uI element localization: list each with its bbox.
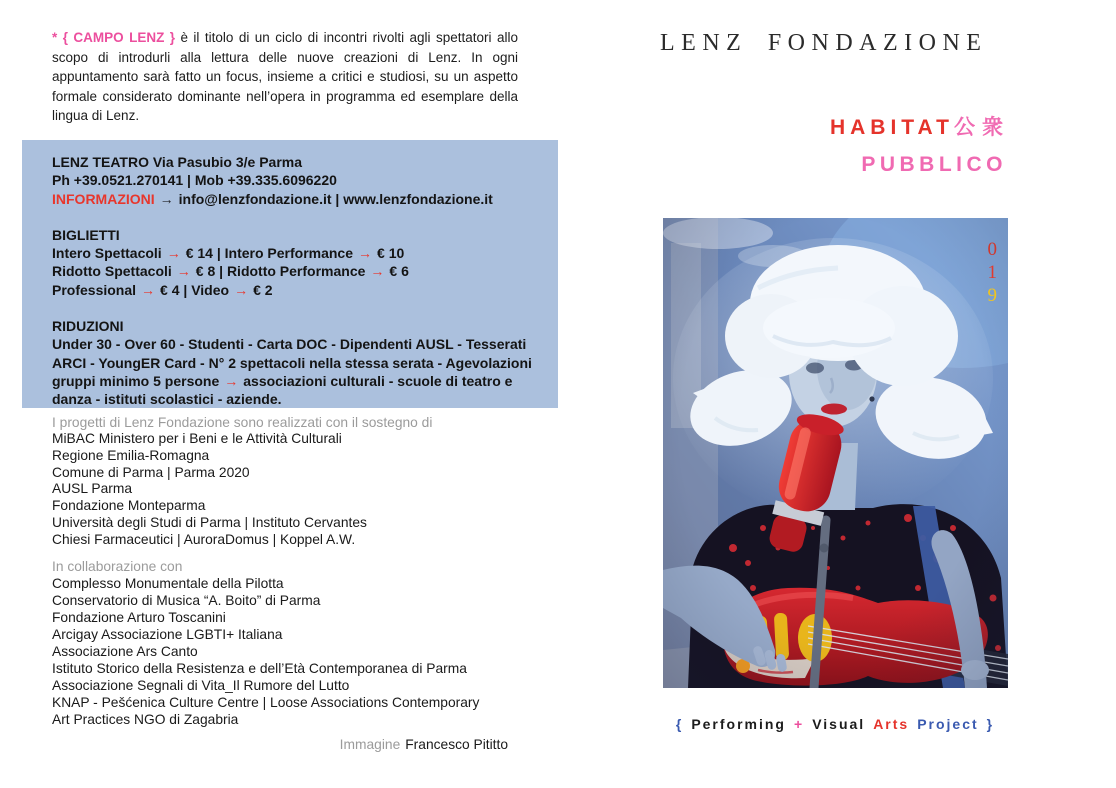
collaboration-item: Associazione Ars Canto	[52, 644, 198, 659]
image-credit	[52, 737, 508, 752]
credit-label: Immagine	[339, 737, 401, 752]
arrow-icon: →	[370, 263, 385, 280]
ticket-text: € 4 | Video	[160, 281, 230, 298]
supporter-item: Regione Emilia-Romagna	[52, 447, 210, 463]
performer-photo	[663, 218, 1008, 688]
performer-photo-illustration	[663, 218, 1008, 688]
ticket-row	[52, 244, 544, 262]
riduzioni-text: Under 30 - Over 60 - Studenti - Carta DOC - Dipendenti AUSL - Tesserati ARCI - YoungER Card - N° 2 spettacoli nella stessa serata - Agevolazioni gruppi minimo 5 persone	[52, 336, 532, 389]
show-title	[830, 111, 1010, 141]
intro-paragraph	[52, 28, 518, 126]
supporter-item: Fondazione Monteparma	[52, 498, 206, 514]
edition-number	[988, 238, 998, 307]
collaboration-item: Istituto Storico della Resistenza e dell’Età Contemporanea di Parma	[52, 661, 467, 676]
collaborations-section	[52, 558, 532, 728]
show-title-cjk: 公衆	[954, 116, 1010, 139]
venue-address: LENZ TEATRO Via Pasubio 3/e Parma	[52, 154, 302, 170]
ticket-text: € 10	[377, 245, 405, 262]
informazioni-label: INFORMAZIONI	[52, 190, 155, 207]
tagline-plus: +	[794, 716, 805, 732]
supporters-section	[52, 414, 532, 549]
biglietti-title: BIGLIETTI	[52, 226, 120, 243]
spacer	[52, 299, 544, 317]
campo-lenz-highlight: * { CAMPO LENZ }	[52, 30, 176, 45]
collaboration-item: Arcigay Associazione LGBTI+ Italiana	[52, 627, 283, 642]
collaboration-item: KNAP - Pešćenica Culture Centre | Loose Associations Contemporary	[52, 695, 480, 710]
arrow-icon: →	[176, 263, 191, 280]
tagline-brace-open: {	[675, 716, 684, 732]
ticket-text: € 8 | Ridotto Performance	[195, 263, 366, 280]
collaboration-item: Art Practices NGO di Zagabria	[52, 712, 239, 727]
arrow-icon: →	[358, 245, 373, 262]
supporters-list	[52, 431, 532, 549]
spacer	[52, 208, 544, 226]
brand-title: LENZ FONDAZIONE	[660, 30, 988, 56]
show-title-latin: HABITAT	[829, 116, 954, 139]
collaboration-item: Conservatorio di Musica “A. Boito” di Parma	[52, 593, 321, 608]
ticket-text: € 2	[253, 281, 273, 298]
supporter-item: Chiesi Farmaceutici | AuroraDomus | Koppel A.W.	[52, 531, 356, 547]
supporter-item: Università degli Studi di Parma | Instituto Cervantes	[52, 514, 367, 530]
arrow-icon: →	[224, 372, 239, 389]
ticket-text: € 14 | Intero Performance	[185, 245, 354, 262]
arrow-icon: →	[141, 281, 156, 298]
collaboration-item: Fondazione Arturo Toscanini	[52, 610, 226, 625]
ticket-row	[52, 262, 544, 280]
edition-digit: 9	[987, 285, 997, 306]
ticket-row	[52, 281, 544, 299]
collaboration-item: Complesso Monumentale della Pilotta	[52, 576, 284, 591]
info-box	[22, 140, 558, 408]
intro-body: è il titolo di un ciclo di incontri rivolti agli spettatori allo scopo di introdurli alla lettura delle nuove creazioni di Lenz. In ogni appuntamento sarà fatto un focus, insieme a critici e studiosi, su un aspetto formale considerato dominante nell’opera in programma ed esemplare della lingua di Lenz.	[52, 30, 518, 124]
arrow-icon: →	[234, 281, 249, 298]
informazioni-line	[52, 190, 544, 208]
edition-digit: 0	[987, 239, 997, 260]
venue-phones: Ph +39.0521.270141 | Mob +39.335.6096220	[52, 172, 337, 189]
tagline-word: Performing	[691, 716, 786, 732]
tagline-brace-close: }	[986, 716, 995, 732]
credit-name: Francesco Pititto	[405, 737, 508, 752]
ticket-text: Professional	[52, 281, 137, 298]
riduzioni-paragraph	[52, 335, 544, 408]
show-subtitle: PUBBLICO	[861, 153, 1007, 176]
supporter-item: Comune di Parma | Parma 2020	[52, 464, 250, 480]
supporters-heading: I progetti di Lenz Fondazione sono realizzati con il sostegno di	[52, 415, 433, 430]
arrow-icon: →	[159, 190, 174, 207]
supporter-item: MiBAC Ministero per i Beni e le Attività Culturali	[52, 431, 342, 446]
riduzioni-title: RIDUZIONI	[52, 318, 124, 335]
tagline-word: Project	[917, 716, 979, 732]
contact-links: info@lenzfondazione.it | www.lenzfondazione.it	[178, 190, 493, 207]
riduzioni-text: associazioni culturali - scuole di teatro e danza - istituti scolastici - aziende.	[52, 372, 513, 408]
tagline	[640, 716, 1030, 732]
collaboration-item: Associazione Segnali di Vita_Il Rumore del Lutto	[52, 678, 350, 693]
ticket-text: Intero Spettacoli	[52, 245, 162, 262]
tagline-word: Visual	[812, 716, 866, 732]
collaborations-list	[52, 575, 532, 728]
edition-digit: 1	[987, 262, 997, 283]
ticket-text: € 6	[389, 263, 409, 280]
arrow-icon: →	[166, 245, 181, 262]
supporter-item: AUSL Parma	[52, 481, 132, 497]
ticket-text: Ridotto Spettacoli	[52, 263, 172, 280]
tagline-word: Arts	[873, 716, 910, 732]
collaborations-heading: In collaborazione con	[52, 559, 183, 574]
